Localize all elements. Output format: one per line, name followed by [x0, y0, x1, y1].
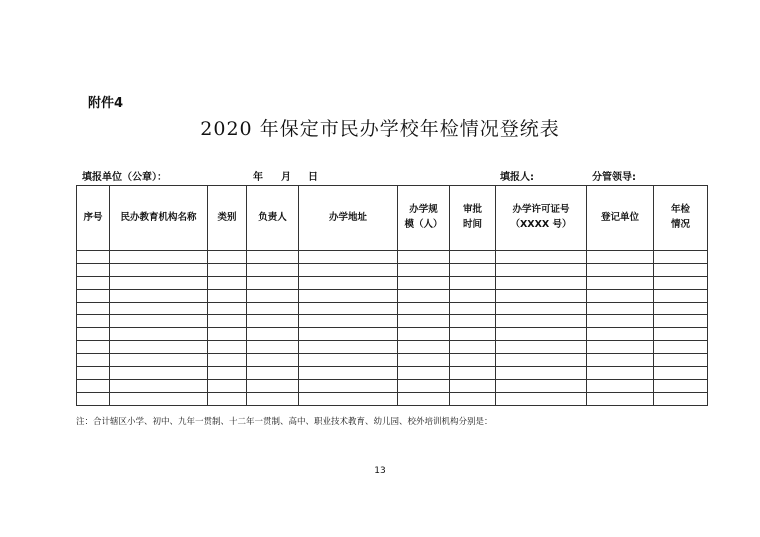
- table-cell[interactable]: [77, 354, 110, 367]
- table-cell[interactable]: [450, 379, 496, 392]
- table-cell[interactable]: [496, 379, 587, 392]
- table-cell[interactable]: [654, 289, 708, 302]
- table-cell[interactable]: [450, 251, 496, 264]
- table-cell[interactable]: [110, 263, 208, 276]
- header-col-approval-time: 审批 时间: [450, 186, 496, 251]
- table-cell[interactable]: [654, 315, 708, 328]
- table-cell[interactable]: [496, 289, 587, 302]
- table-cell[interactable]: [398, 354, 450, 367]
- month-label: 月: [281, 172, 291, 183]
- table-cell[interactable]: [654, 276, 708, 289]
- table-cell[interactable]: [398, 251, 450, 264]
- table-cell[interactable]: [208, 302, 247, 315]
- table-cell[interactable]: [496, 315, 587, 328]
- table-row: [77, 276, 708, 289]
- table-cell[interactable]: [587, 341, 654, 354]
- table-cell[interactable]: [398, 276, 450, 289]
- table-cell[interactable]: [110, 367, 208, 380]
- table-cell[interactable]: [587, 263, 654, 276]
- table-cell[interactable]: [208, 354, 247, 367]
- table-cell[interactable]: [654, 328, 708, 341]
- header-col-category: 类别: [208, 186, 247, 251]
- table-row: [77, 367, 708, 380]
- table-cell[interactable]: [450, 315, 496, 328]
- year-label: 年: [253, 172, 263, 183]
- table-row: [77, 302, 708, 315]
- table-cell[interactable]: [450, 289, 496, 302]
- table-cell[interactable]: [77, 263, 110, 276]
- table-cell[interactable]: [496, 251, 587, 264]
- table-cell[interactable]: [247, 367, 299, 380]
- table-cell[interactable]: [77, 276, 110, 289]
- table-cell[interactable]: [654, 367, 708, 380]
- table-cell[interactable]: [299, 367, 398, 380]
- attachment-label: 附件4: [88, 96, 124, 111]
- table-cell[interactable]: [208, 367, 247, 380]
- table-row: [77, 289, 708, 302]
- form-title: 2020 年保定市民办学校年检情况登统表: [200, 118, 560, 140]
- header-col-license-no: 办学许可证号 （XXXX 号）: [496, 186, 587, 251]
- table-cell[interactable]: [450, 263, 496, 276]
- table-cell[interactable]: [110, 315, 208, 328]
- table-cell[interactable]: [299, 379, 398, 392]
- table-cell[interactable]: [496, 328, 587, 341]
- table-row: [77, 251, 708, 264]
- header-col-org-name: 民办教育机构名称: [110, 186, 208, 251]
- day-label: 日: [308, 172, 318, 183]
- table-cell[interactable]: [398, 392, 450, 405]
- table-cell[interactable]: [496, 367, 587, 380]
- table-row: [77, 315, 708, 328]
- table-cell[interactable]: [299, 302, 398, 315]
- table-cell[interactable]: [496, 263, 587, 276]
- table-cell[interactable]: [208, 315, 247, 328]
- table-cell[interactable]: [110, 392, 208, 405]
- table-cell[interactable]: [654, 354, 708, 367]
- table-row: [77, 328, 708, 341]
- table-cell[interactable]: [110, 302, 208, 315]
- table-cell[interactable]: [77, 367, 110, 380]
- table-cell[interactable]: [450, 367, 496, 380]
- table-cell[interactable]: [208, 328, 247, 341]
- table-cell[interactable]: [110, 328, 208, 341]
- header-col-scale: 办学规 模（人）: [398, 186, 450, 251]
- table-cell[interactable]: [247, 392, 299, 405]
- table-cell[interactable]: [654, 341, 708, 354]
- table-cell[interactable]: [398, 367, 450, 380]
- table-header-row: [77, 186, 708, 251]
- table-cell[interactable]: [247, 276, 299, 289]
- table-cell[interactable]: [299, 392, 398, 405]
- table-cell[interactable]: [247, 341, 299, 354]
- table-cell[interactable]: [208, 276, 247, 289]
- table-cell[interactable]: [654, 392, 708, 405]
- table-cell[interactable]: [299, 354, 398, 367]
- page-number: 13: [374, 466, 386, 476]
- table-cell[interactable]: [450, 341, 496, 354]
- table-cell[interactable]: [77, 251, 110, 264]
- table-cell[interactable]: [299, 315, 398, 328]
- table-cell[interactable]: [77, 392, 110, 405]
- table-cell[interactable]: [208, 263, 247, 276]
- table-cell[interactable]: [247, 289, 299, 302]
- table-row: [77, 263, 708, 276]
- table-cell[interactable]: [587, 392, 654, 405]
- table-cell[interactable]: [398, 289, 450, 302]
- table-row: [77, 354, 708, 367]
- registration-table: [76, 185, 708, 406]
- table-cell[interactable]: [208, 289, 247, 302]
- table-row: [77, 341, 708, 354]
- table-cell[interactable]: [654, 263, 708, 276]
- table-cell[interactable]: [587, 251, 654, 264]
- table-cell[interactable]: [299, 289, 398, 302]
- table-cell[interactable]: [654, 251, 708, 264]
- table-cell[interactable]: [398, 302, 450, 315]
- table-cell[interactable]: [398, 328, 450, 341]
- table-cell[interactable]: [587, 367, 654, 380]
- table-cell[interactable]: [110, 289, 208, 302]
- table-cell[interactable]: [587, 328, 654, 341]
- header-col-inspection: 年检 情况: [654, 186, 708, 251]
- table-cell[interactable]: [208, 341, 247, 354]
- table-cell[interactable]: [299, 276, 398, 289]
- header-col-index: 序号: [77, 186, 110, 251]
- table-cell[interactable]: [110, 354, 208, 367]
- table-cell[interactable]: [110, 379, 208, 392]
- table-cell[interactable]: [654, 302, 708, 315]
- table-cell[interactable]: [77, 341, 110, 354]
- reporting-unit-label: 填报单位（公章）：: [82, 172, 167, 183]
- table-cell[interactable]: [496, 341, 587, 354]
- table-cell[interactable]: [247, 251, 299, 264]
- table-row: [77, 392, 708, 405]
- leader-label: 分管领导:: [592, 172, 636, 183]
- table-cell[interactable]: [247, 354, 299, 367]
- table-cell[interactable]: [450, 328, 496, 341]
- header-col-address: 办学地址: [299, 186, 398, 251]
- table-cell[interactable]: [450, 302, 496, 315]
- table-cell[interactable]: [587, 379, 654, 392]
- table-cell[interactable]: [398, 341, 450, 354]
- table-cell[interactable]: [587, 315, 654, 328]
- table-cell[interactable]: [450, 354, 496, 367]
- table-cell[interactable]: [247, 379, 299, 392]
- table-cell[interactable]: [299, 328, 398, 341]
- table-cell[interactable]: [450, 392, 496, 405]
- table-cell[interactable]: [299, 263, 398, 276]
- table-cell[interactable]: [110, 341, 208, 354]
- table-cell[interactable]: [247, 302, 299, 315]
- table-cell[interactable]: [587, 302, 654, 315]
- table-cell[interactable]: [398, 315, 450, 328]
- table-row: [77, 379, 708, 392]
- table-cell[interactable]: [77, 379, 110, 392]
- footnote: 注：合计辖区小学、初中、九年一贯制、十二年一贯制、高中、职业技术教育、幼儿园、校外培训机构分别是：: [76, 417, 493, 427]
- table-cell[interactable]: [247, 328, 299, 341]
- header-col-principal: 负责人: [247, 186, 299, 251]
- table-cell[interactable]: [247, 315, 299, 328]
- table-cell[interactable]: [496, 392, 587, 405]
- table-cell[interactable]: [208, 379, 247, 392]
- table-cell[interactable]: [299, 341, 398, 354]
- table-cell[interactable]: [247, 263, 299, 276]
- table-cell[interactable]: [587, 289, 654, 302]
- table-cell[interactable]: [496, 354, 587, 367]
- table-cell[interactable]: [654, 379, 708, 392]
- table-cell[interactable]: [77, 315, 110, 328]
- table-cell[interactable]: [77, 328, 110, 341]
- table-cell[interactable]: [110, 276, 208, 289]
- table-cell[interactable]: [77, 302, 110, 315]
- table-cell[interactable]: [110, 251, 208, 264]
- table-cell[interactable]: [496, 302, 587, 315]
- table-cell[interactable]: [208, 251, 247, 264]
- table-cell[interactable]: [398, 379, 450, 392]
- filler-label: 填报人:: [500, 172, 534, 183]
- table-cell[interactable]: [208, 392, 247, 405]
- table-cell[interactable]: [587, 354, 654, 367]
- table-cell[interactable]: [299, 251, 398, 264]
- table-cell[interactable]: [587, 276, 654, 289]
- header-col-registrar: 登记单位: [587, 186, 654, 251]
- table-cell[interactable]: [77, 289, 110, 302]
- table-cell[interactable]: [496, 276, 587, 289]
- table-cell[interactable]: [398, 263, 450, 276]
- table-cell[interactable]: [450, 276, 496, 289]
